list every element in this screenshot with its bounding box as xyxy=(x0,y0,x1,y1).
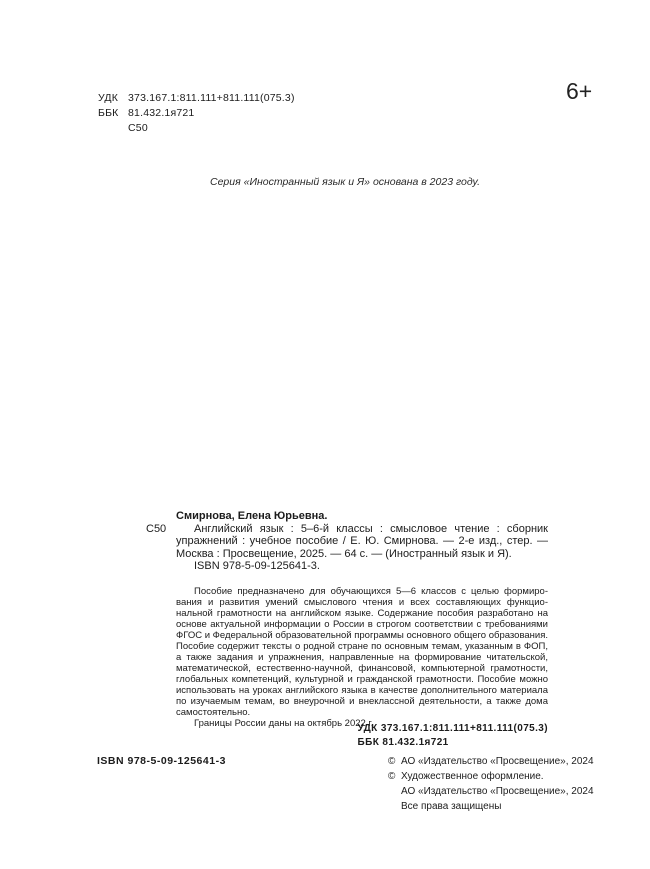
copyright-spacer xyxy=(388,784,401,799)
copyright-text: Художественное оформление. xyxy=(401,771,544,782)
classification-codes xyxy=(98,91,295,136)
author-sign: С50 xyxy=(128,122,148,134)
copyright-spacer xyxy=(388,799,401,814)
copyright-line xyxy=(388,754,594,769)
copyright-block xyxy=(388,754,594,814)
copyright-line xyxy=(388,799,594,814)
catalog-card xyxy=(146,510,548,573)
udk-label: УДК xyxy=(98,92,119,104)
copyright-text: Все права защищены xyxy=(401,801,502,812)
bbk-line xyxy=(98,106,295,121)
footer-isbn: ISBN 978-5-09-125641-3 xyxy=(97,755,226,767)
copyright-line xyxy=(388,784,594,799)
copyright-text: АО «Издательство «Просвещение», 2024 xyxy=(401,786,594,797)
author-name: Смирнова, Елена Юрьевна. xyxy=(176,510,328,522)
copyright-icon: © xyxy=(388,756,396,767)
bbk-label: ББК xyxy=(98,107,119,119)
author-sign-spacer xyxy=(98,121,128,136)
copyright-icon: © xyxy=(388,771,396,782)
udk-footer-line: УДК 373.167.1:811.111+811.111(075.3) xyxy=(357,723,548,734)
card-isbn: ISBN 978-5-09-125641-3. xyxy=(194,560,320,572)
age-rating-badge: 6+ xyxy=(566,78,593,104)
copyright-text: АО «Издательство «Просвещение», 2024 xyxy=(401,756,594,767)
series-note: Серия «Иностранный язык и Я» основана в 2023 году. xyxy=(209,176,480,188)
card-codes-footer xyxy=(358,722,548,749)
copyright-line xyxy=(388,769,594,784)
catalog-author-sign: С50 xyxy=(146,522,167,535)
borders-note: Границы России даны на октябрь 2022 г. xyxy=(194,718,374,729)
udk-value: 373.167.1:811.111+811.111(075.3) xyxy=(128,92,295,104)
annotation-paragraph: Пособие предназначено для обучающихся 5—6 классов с целью формирования и развития умений смыслового чтения и всех составляющих функциональной грамотности на английском языке. Содержание пособия разработано на основе актуальной информации о России в строгом соответствии с требованиями ФГОС и Федеральной образовательной программы основного общего образования. Пособие содержит тексты о родной стране по основным темам, указанным в ФОП, а также задания и упражнения, направленные на формирование читательской, математической, естественно-научной, финансовой, компьютерной грамотности, глобальных компетенций, культурной и гражданской грамотности. Пособие можно использовать на уроках английского языка в качестве дополнительного материала по изучаемым темам, во внеурочной и внеклассной деятельности, а также дома самостоятельно. xyxy=(176,586,549,718)
annotation-block xyxy=(176,586,548,729)
bibliographic-description: Английский язык : 5–6-й классы : смысловое чтение : сборник упражнений : учебное пособие / Е. Ю. Смирнова. — 2-е изд., стер. — Москва : Просвещение, 2025. — 64 с. — (Иностранный язык и Я). xyxy=(176,522,548,560)
bbk-value: 81.432.1я721 xyxy=(128,107,195,119)
bbk-footer-line: ББК 81.432.1я721 xyxy=(357,736,449,748)
author-sign-line xyxy=(98,121,295,136)
udk-line xyxy=(98,91,295,106)
